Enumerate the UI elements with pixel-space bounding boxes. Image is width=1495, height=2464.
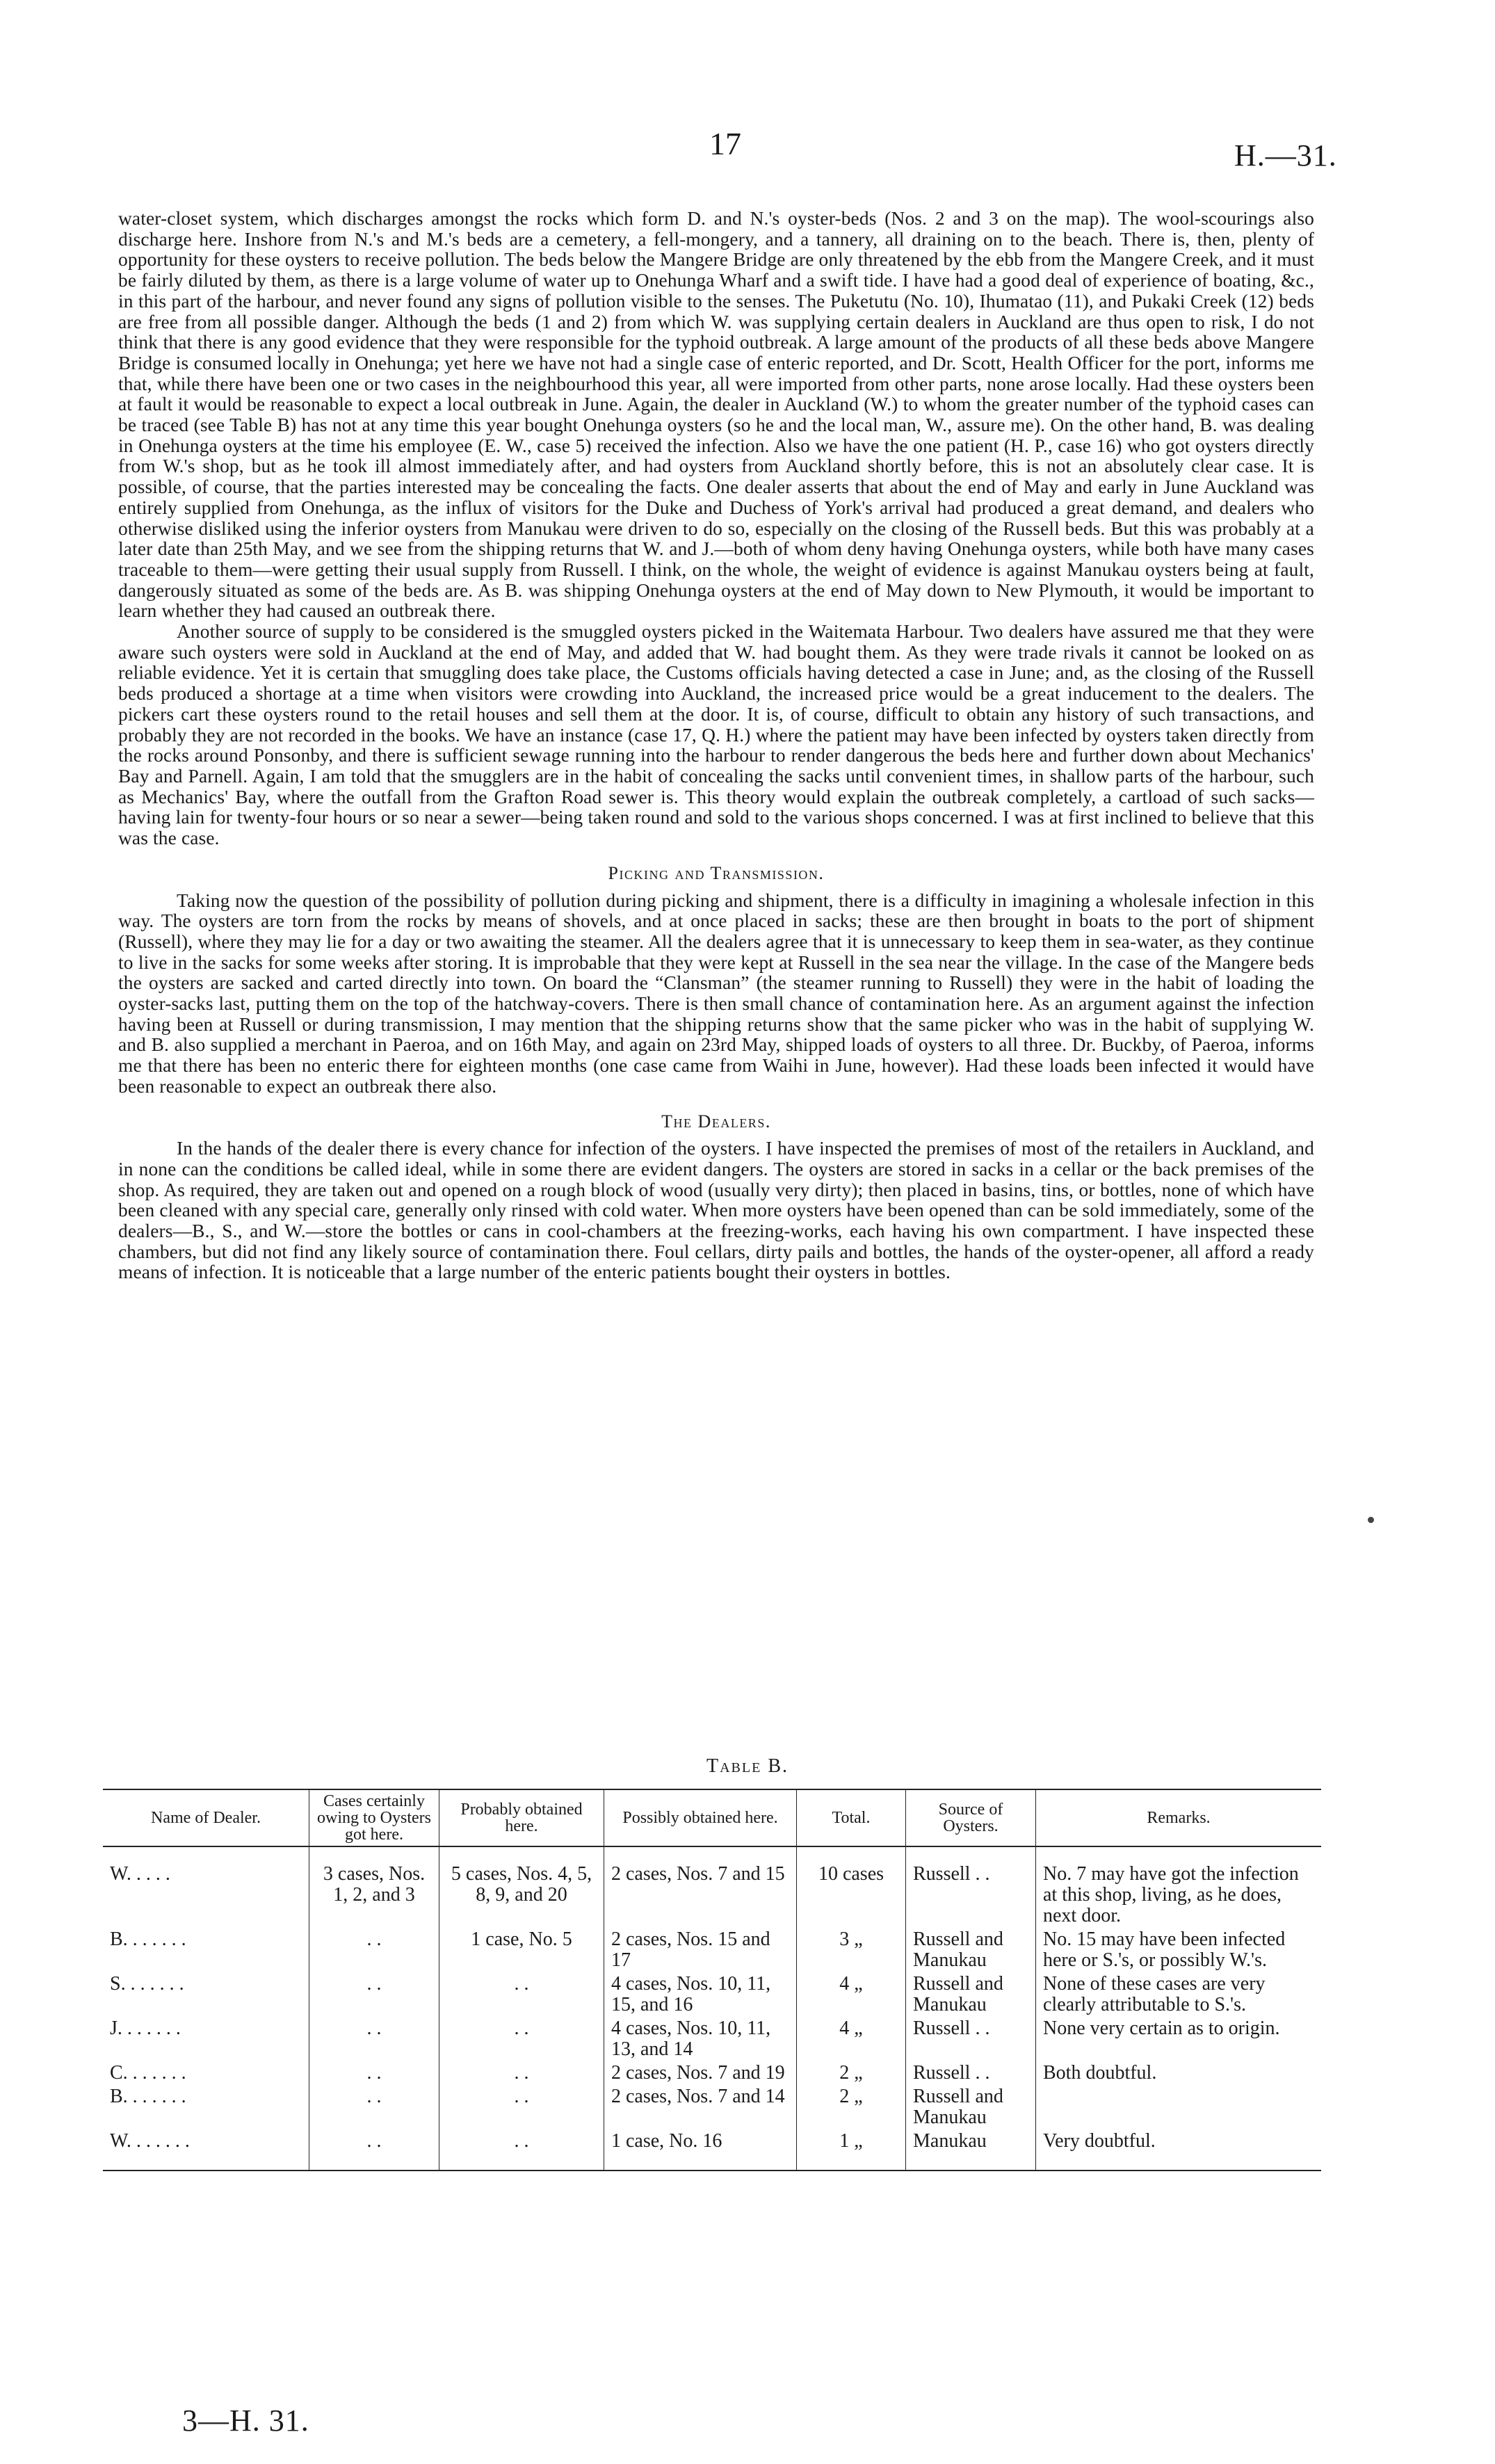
signature-mark: 3—H. 31. [182,2403,309,2438]
cell-source: Manukau [906,2129,1036,2171]
cell-remarks: No. 15 may have been infected here or S.'s, or possibly W.'s. [1036,1928,1322,1972]
paragraph-manukau-beds: water-closet system, which discharges amongst the rocks which form D. and N.'s oyster-beds (Nos. 2 and 3 on the map). The wool-scourings also discharge here. Inshore from N.'s and M.'s beds are a cemetery, a fell-mongery, and a tannery, all draining on to the beach. There is, then, plenty of opportunity for these oysters to receive pollution. The beds below the Mangere Bridge are only threatened by the ebb from the Mangere Creek, and it must be fairly diluted by them, as there is a large volume of water up to Onehunga Wharf and a swift tide. I have had a good deal of experience of boating, &c., in this part of the harbour, and never found any signs of pollution visible to the senses. The Puketutu (No. 10), Ihumatao (11), and Pukaki Creek (12) beds are free from all possible danger. Although the beds (1 and 2) from which W. was supplying certain dealers in Auckland are thus open to risk, I do not think that there is any good evidence that they were responsible for the typhoid outbreak. A large amount of the products of all these beds above Mangere Bridge is consumed locally in Onehunga; yet here we have not had a single case of enteric reported, and Dr. Scott, Health Officer for the port, informs me that, while there have been one or two cases in the neighbourhood this year, all were imported from other parts, none arose locally. Had these oysters been at fault it would be reasonable to expect a local outbreak in June. Again, the dealer in Auckland (W.) to whom the greater number of the typhoid cases can be traced (see Table B) has not at any time this year bought Onehunga oysters (so he and the local man, W., assure me). On the other hand, B. was dealing in Onehunga oysters at the time his employee (E. W., case 5) received the infection. Also we have the one patient (H. P., case 16) who got oysters directly from W.'s shop, but as he took ill almost immediately after, and had oysters from Auckland shortly before, this is not an absolutely clear case. It is possible, of course, that the parties interested may be concealing the facts. One dealer asserts that about the end of May and early in June Auckland was entirely supplied from Onehunga, as the influx of visitors for the Duke and Duchess of York's arrival had produced a great demand, and dealers who otherwise disliked using the inferior oysters from Manukau were driven to do so, especially on the closing of the Russell beds. But this was probably at a later date than 25th May, and we see from the shipping returns that W. and J.—both of whom deny having Onehunga oysters, while both have many cases traceable to them—were getting their usual supply from Russell. I think, on the whole, the weight of evidence is against Manukau oysters being at fault, dangerously situated as some of the beds are. As B. was shipping Onehunga oysters at the end of May down to New Plymouth, it would be important to learn whether they had caused an outbreak there. [118,208,1314,622]
cell-possible: 4 cases, Nos. 10, 11, 13, and 14 [604,2017,797,2061]
cell-source: Russell . . [906,2017,1036,2061]
cell-remarks: None very certain as to origin. [1036,2017,1322,2061]
cell-dealer: J. . . . . . . [110,2018,181,2039]
col-total: Total. [797,1789,906,1846]
cell-possible: 2 cases, Nos. 15 and 17 [604,1928,797,1972]
cell-dealer: S. . . . . . . [110,1973,184,1995]
table-row [103,1846,1321,1928]
col-certain: Cases certainly owing to Oysters got here. [309,1789,439,1846]
document-reference: H.—31. [1234,138,1337,172]
col-dealer: Name of Dealer. [103,1789,309,1846]
body-text [118,209,1314,1283]
cell-dealer: C. . . . . . . [110,2062,186,2084]
cell-total: 4 „ [797,1972,906,2017]
paragraph-picking-transmission: Taking now the question of the possibility of pollution during picking and shipment, there is a difficulty in imagining a wholesale infection in this way. The oysters are torn from the rocks by means of shovels, and at once placed in sacks; these are then brought in boats to the port of shipment (Russell), where they may lie for a day or two awaiting the steamer. All the dealers agree that it is unnecessary to keep them in sea-water, as they continue to live in the sacks for some weeks after storing. It is improbable that they were kept at Russell in the sea near the village. In the case of the Mangere beds the oysters are sacked and carted directly into town. On board the “Clansman” (the steamer running to Russell) they were in the habit of loading the oyster-sacks last, putting them on the top of the hatchway-covers. There is then small chance of contamination here. As an argument against the infection having been at Russell or during transmission, I may mention that the shipping returns show that the same picker who was in the habit of supplying W. and B. also supplied a merchant in Paeroa, and on 16th May, and again on 23rd May, shipped loads of oysters to all three. Dr. Buckby, of Paeroa, informs me that there has been no enteric there for eighteen months (one case came from Waihi in June, however). Had these loads been infected it would have been reasonable to expect an outbreak there also. [118,889,1314,1097]
col-remarks: Remarks. [1036,1789,1322,1846]
cell-certain: . . [309,2085,439,2129]
cell-probable: . . [439,2085,604,2129]
cell-dealer: B. . . . . . . [110,2086,186,2107]
cell-probable: . . [439,2061,604,2085]
cell-source: Russell . . [906,2061,1036,2085]
cell-source: Russell and Manukau [906,1928,1036,1972]
cell-probable: 5 cases, Nos. 4, 5, 8, 9, and 20 [439,1846,604,1928]
cell-source: Russell . . [906,1846,1036,1928]
cell-certain: . . [309,2061,439,2085]
cell-dealer: W. . . . . . . [103,2129,309,2171]
table-row [103,2129,1321,2171]
paragraph-dealers: In the hands of the dealer there is every chance for infection of the oysters. I have inspected the premises of most of the retailers in Auckland, and in none can the conditions be called ideal, while in some there are evident dangers. The oysters are stored in sacks in a cellar or the back premises of the shop. As required, they are taken out and opened on a rough block of wood (usually very dirty); then placed in basins, tins, or bottles, none of which have been cleaned with any special care, generally only rinsed with cold water. When more oysters have been opened than can be sold immediately, some of the dealers—B., S., and W.—store the bottles or cans in cool-chambers at the freezing-works, each having his own compartment. I have inspected these chambers, but did not find any likely source of contamination there. Foul cellars, dirty pails and bottles, the hands of the oyster-opener, all afford a ready means of infection. It is noticeable that a large number of the enteric patients bought their oysters in bottles. [118,1138,1314,1283]
table-b [103,1789,1321,2171]
cell-probable: . . [439,2017,604,2061]
table-row [103,2061,1321,2085]
cell-dealer: W. . . . . [110,1863,170,1885]
cell-certain: . . [309,2129,439,2171]
cell-remarks: No. 7 may have got the infection at this shop, living, as he does, next door. [1036,1846,1322,1928]
table-header-row [103,1789,1321,1846]
section-heading-dealers: The Dealers. [661,1111,771,1132]
page-number: 17 [709,126,741,161]
cell-remarks: None of these cases are very clearly attributable to S.'s. [1036,1972,1322,2017]
cell-certain: . . [309,1972,439,2017]
cell-total: 10 cases [797,1846,906,1928]
cell-probable: 1 case, No. 5 [439,1928,604,1972]
cell-certain: 3 cases, Nos. 1, 2, and 3 [309,1846,439,1928]
cell-total: 3 „ [797,1928,906,1972]
cell-possible: 4 cases, Nos. 10, 11, 15, and 16 [604,1972,797,2017]
cell-probable: . . [439,2129,604,2171]
cell-source: Russell and Manukau [906,1972,1036,2017]
table-row [103,1928,1321,1972]
col-source: Source of Oysters. [906,1789,1036,1846]
paragraph-smuggled-oysters: Another source of supply to be considered is the smuggled oysters picked in the Waitemata Harbour. Two dealers have assured me that they were aware such oysters were sold in Auckland at the end of May, and added that W. had bought them. As they were trade rivals it cannot be looked on as reliable evidence. Yet it is certain that smuggling does take place, the Customs officials having detected a case in June; and, as the closing of the Russell beds produced a shortage at a time when visitors were crowding into Auckland, the increased price would be a great inducement to the dealers. The pickers cart these oysters round to the retail houses and sell them at the door. It is, of course, difficult to obtain any history of such transactions, and probably they are not recorded in the books. We have an instance (case 17, Q. H.) where the patient may have been infected by oysters taken directly from the rocks around Ponsonby, and there is sufficient sewage running into the harbour to render dangerous the beds here and further down about Mechanics' Bay and Parnell. Again, I am told that the smugglers are in the habit of concealing the sacks until convenient times, in shallow parts of the harbour, such as Mechanics' Bay, where the outfall from the Grafton Road sewer is. This theory would explain the outbreak completely, a cartload of such sacks—having lain for twenty-four hours or so near a sewer—being taken round and sold to the various shops concerned. I was at first inclined to believe that this was the case. [118,621,1314,849]
col-probable: Probably obtained here. [439,1789,604,1846]
cell-probable: . . [439,1972,604,2017]
cell-total: 2 „ [797,2085,906,2129]
cell-remarks: Both doubtful. [1036,2061,1322,2085]
cell-remarks: Very doubtful. [1036,2129,1322,2171]
cell-remarks [1036,2085,1322,2129]
cell-possible: 1 case, No. 16 [604,2129,797,2171]
cell-dealer: B. . . . . . . [110,1928,186,1950]
cell-certain: . . [309,1928,439,1972]
table-title: Table B. [706,1755,789,1777]
cell-possible: 2 cases, Nos. 7 and 19 [604,2061,797,2085]
table-row [103,1972,1321,2017]
cell-possible: 2 cases, Nos. 7 and 14 [604,2085,797,2129]
cell-total: 4 „ [797,2017,906,2061]
margin-mark [1368,1517,1374,1523]
section-heading-picking: Picking and Transmission. [608,862,825,883]
cell-total: 1 „ [797,2129,906,2171]
cell-total: 2 „ [797,2061,906,2085]
cell-possible: 2 cases, Nos. 7 and 15 [604,1846,797,1928]
cell-source: Russell and Manukau [906,2085,1036,2129]
col-possible: Possibly obtained here. [604,1789,797,1846]
table-row [103,2085,1321,2129]
cell-certain: . . [309,2017,439,2061]
table-row [103,2017,1321,2061]
